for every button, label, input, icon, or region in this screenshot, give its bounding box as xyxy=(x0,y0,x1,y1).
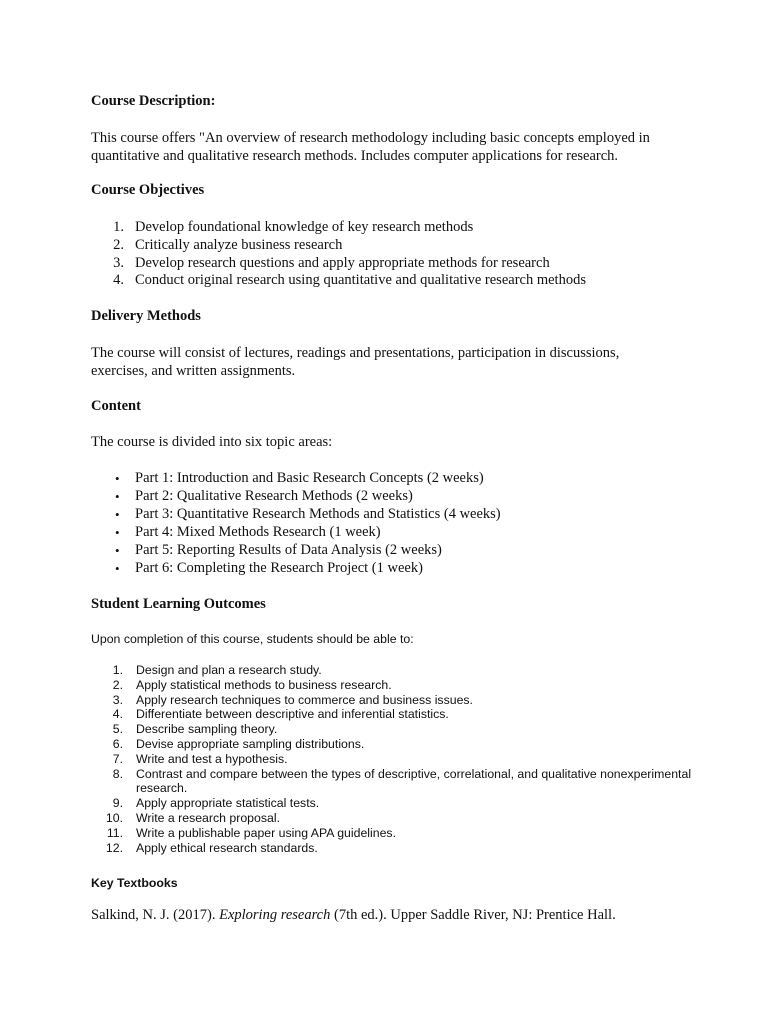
content-intro: The course is divided into six topic areas: xyxy=(91,434,333,450)
course-objectives-heading: Course Objectives xyxy=(91,182,205,198)
learning-outcomes-heading: Student Learning Outcomes xyxy=(91,596,266,612)
list-number: 2. xyxy=(112,677,123,692)
list-item-text: Write and test a hypothesis. xyxy=(136,751,288,766)
list-item xyxy=(91,219,586,237)
list-item-text: Differentiate between descriptive and inferential statistics. xyxy=(136,707,449,722)
content-topic-list xyxy=(91,470,501,577)
delivery-methods-text: The course will consist of lectures, readings and presentations, participation in discussions, exercises, and written assignments. xyxy=(91,345,620,379)
citation-publisher: (7th ed.). Upper Saddle River, NJ: Prentice Hall. xyxy=(330,907,616,923)
list-number: 8. xyxy=(112,766,123,781)
list-item xyxy=(91,255,586,273)
list-item-text: Critically analyze business research xyxy=(135,236,343,253)
list-item-text: Apply ethical research standards. xyxy=(136,840,318,855)
list-number: 12. xyxy=(105,840,123,855)
bullet-icon: • xyxy=(115,542,120,558)
list-item-text: Devise appropriate sampling distributions. xyxy=(136,736,365,751)
list-number: 6. xyxy=(112,736,123,751)
list-item-text: Apply research techniques to commerce and business issues. xyxy=(136,692,473,707)
list-item xyxy=(91,707,696,722)
list-item-text: Develop foundational knowledge of key research methods xyxy=(135,219,474,235)
list-number: 9. xyxy=(112,796,123,811)
list-item-text: Apply appropriate statistical tests. xyxy=(136,796,320,811)
list-item-text: Apply statistical methods to business research. xyxy=(136,677,392,692)
course-description-heading: Course Description: xyxy=(91,93,216,109)
bullet-icon: • xyxy=(115,560,120,576)
list-number: 5. xyxy=(112,722,123,737)
list-number: 11. xyxy=(106,825,123,840)
list-item xyxy=(91,752,696,767)
list-item-text: Contrast and compare between the types of descriptive, correlational, and qualitative nonexperimental research. xyxy=(136,766,692,796)
delivery-methods-heading: Delivery Methods xyxy=(91,308,201,324)
list-number: 2. xyxy=(113,236,124,253)
bullet-icon: • xyxy=(115,524,120,540)
list-item xyxy=(91,678,696,693)
list-item-text: Write a research proposal. xyxy=(136,810,280,825)
citation-author-year: Salkind, N. J. (2017). xyxy=(91,907,220,923)
list-item xyxy=(91,542,501,560)
textbook-citation xyxy=(91,907,616,924)
list-item-text: Part 1: Introduction and Basic Research Concepts (2 weeks) xyxy=(135,470,484,486)
list-item xyxy=(91,237,586,255)
list-item xyxy=(91,811,696,826)
list-item-text: Part 6: Completing the Research Project (1 week) xyxy=(135,559,423,576)
list-item-text: Part 3: Quantitative Research Methods and Statistics (4 weeks) xyxy=(135,505,501,522)
list-item-text: Write a publishable paper using APA guidelines. xyxy=(136,825,396,840)
learning-outcomes-list xyxy=(91,663,696,855)
bullet-icon: • xyxy=(115,506,120,522)
course-objectives-list xyxy=(91,219,586,290)
list-item xyxy=(91,560,501,578)
list-number: 4. xyxy=(113,272,124,289)
list-item xyxy=(91,841,696,856)
content-heading: Content xyxy=(91,398,141,414)
list-item xyxy=(91,693,696,708)
list-number: 7. xyxy=(112,751,123,766)
list-item xyxy=(91,796,696,811)
list-item xyxy=(91,524,501,542)
list-number: 1. xyxy=(112,663,123,677)
list-number: 4. xyxy=(112,707,123,722)
list-item xyxy=(91,826,696,841)
list-item xyxy=(91,767,696,797)
key-textbooks-heading: Key Textbooks xyxy=(91,876,178,890)
course-description-text: This course offers "An overview of research methodology including basic concepts employed in quantitative and qualitative research methods. Includes computer applications for research. xyxy=(91,130,650,164)
list-item xyxy=(91,722,696,737)
bullet-icon: • xyxy=(115,471,120,486)
list-item xyxy=(91,470,501,488)
list-item xyxy=(91,737,696,752)
list-item xyxy=(91,272,586,290)
list-number: 3. xyxy=(113,254,124,271)
list-number: 1. xyxy=(113,219,124,235)
list-item xyxy=(91,506,501,524)
list-item-text: Part 2: Qualitative Research Methods (2 weeks) xyxy=(135,487,413,504)
list-number: 3. xyxy=(112,692,123,707)
list-item xyxy=(91,663,696,678)
list-number: 10. xyxy=(105,810,123,825)
list-item xyxy=(91,488,501,506)
list-item-text: Describe sampling theory. xyxy=(136,722,278,737)
list-item-text: Part 4: Mixed Methods Research (1 week) xyxy=(135,523,381,540)
list-item-text: Conduct original research using quantitative and qualitative research methods xyxy=(135,272,586,289)
bullet-icon: • xyxy=(115,488,120,504)
list-item-text: Part 5: Reporting Results of Data Analysis (2 weeks) xyxy=(135,541,442,558)
list-item-text: Design and plan a research study. xyxy=(136,663,322,677)
citation-title: Exploring research xyxy=(219,907,331,923)
learning-outcomes-intro: Upon completion of this course, students should be able to: xyxy=(91,632,414,646)
list-item-text: Develop research questions and apply appropriate methods for research xyxy=(135,254,550,271)
